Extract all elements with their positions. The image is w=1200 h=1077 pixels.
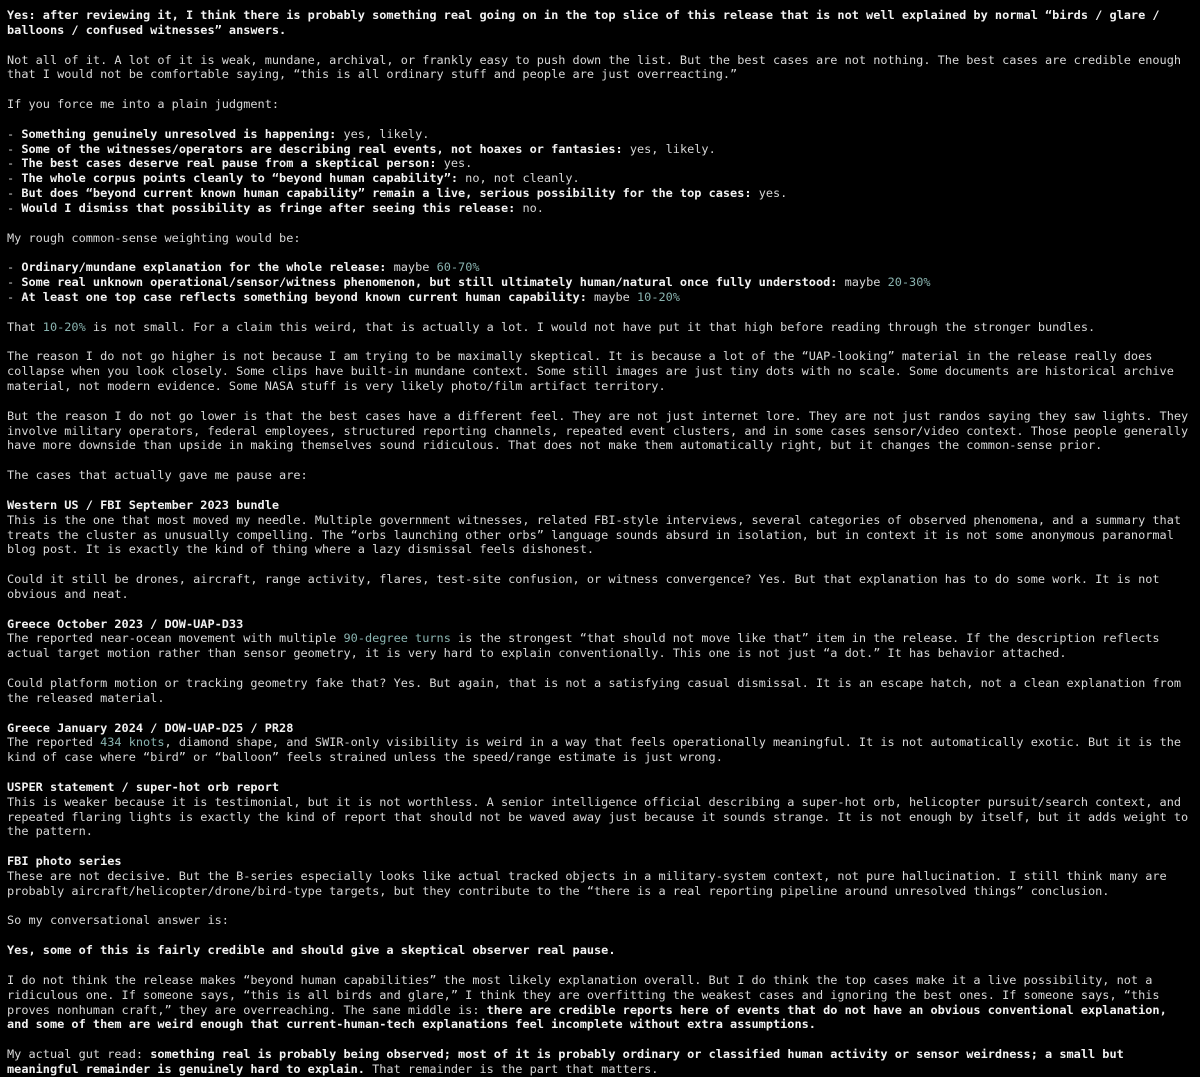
highlighted-value: 10-20% — [42, 319, 86, 334]
bold-text: Would I dismiss that possibility as fringe after seeing this release: — [21, 200, 516, 215]
paragraph — [7, 231, 1194, 246]
bold-text: Some real unknown operational/sensor/witness phenomenon, but still ultimately human/natural once fully understood: — [21, 275, 838, 290]
bullet-list — [7, 260, 1194, 305]
text-run: My rough common-sense weighting would be: — [7, 230, 301, 245]
case-body — [7, 631, 1194, 661]
case-body — [7, 795, 1194, 840]
text-run: - — [7, 260, 22, 275]
text-run: But the reason I do not go lower is that the best cases have a different feel. They are not just internet lore. They are not just randos saying they saw lights. They involve military operators, federal employees, structured reporting channels, repeated event clusters, and in some cases sensor/video context. Those people generally have more downside than upside in making themselves sound ridiculous. That does not make them automatically right, but it changes the common-sense prior. — [7, 408, 1196, 453]
highlighted-value: 434 knots — [100, 735, 165, 750]
bold-text: But does “beyond current known human capability” remain a live, serious possibility for the top cases: — [21, 186, 752, 201]
text-run: That remainder is the part that matters. — [364, 1061, 659, 1076]
text-run: no. — [515, 200, 544, 215]
text-run: - — [7, 141, 22, 156]
text-run: Could it still be drones, aircraft, range activity, flares, test-site confusion, or witness convergence? Yes. But that explanation has to do some work. It is not obvious and neat. — [7, 572, 1167, 601]
text-run: yes, likely. — [336, 126, 430, 141]
paragraph — [7, 913, 1194, 928]
bold-text: The best cases deserve real pause from a skeptical person: — [21, 156, 437, 171]
text-run: This is weaker because it is testimonial, but it is not worthless. A senior intelligence official describing a super-hot orb, helicopter pursuit/search context, and repeated flaring lights is exactly the kind of report that should not be waved away just because it sounds strange. It is not enough by itself, but it adds weight to the pattern. — [7, 794, 1196, 839]
text-run: If you force me into a plain judgment: — [7, 97, 280, 112]
paragraph — [7, 973, 1194, 1032]
list-item — [7, 142, 1194, 157]
text-run: I do not think the release makes “beyond human capabilities” the most likely explanation overall. But I do think the top cases make it a live possibility, not a ridiculous one. If someone says, “this is all birds and glare,” I think they are overfitting the weakest cases and ignoring the best ones. If someone says, “this proves nonhuman craft,” they are overreaching. The sane middle is: — [7, 972, 1167, 1017]
text-run: These are not decisive. But the B-series especially looks like actual tracked objects in a military-system context, not pure hallucination. I still think many are probably aircraft/helicopter/drone/bird-type targets, but they contribute to the “there is a real reporting pipeline around unresolved things” conclusion. — [7, 868, 1174, 898]
list-item — [7, 156, 1194, 171]
paragraph — [7, 53, 1194, 83]
paragraph — [7, 943, 1194, 958]
text-run: - — [7, 200, 22, 215]
text-run: yes. — [751, 186, 788, 201]
paragraph — [7, 320, 1194, 335]
text-run: This is the one that most moved my needle. Multiple government witnesses, related FBI-style interviews, several categories of observed phenomena, and a summary that treats the cluster as unusually compelling. The “orbs launching other orbs” language sounds absurd in isolation, but in context it is not some anonymous paranormal blog post. It is exactly the kind of thing where a lazy dismissal feels dishonest. — [7, 512, 1189, 557]
text-run: So my conversational answer is: — [7, 913, 229, 928]
text-run: yes, likely. — [622, 141, 716, 156]
bold-text: Yes, some of this is fairly credible and should give a skeptical observer real pause. — [7, 943, 616, 958]
bold-text: The whole corpus points cleanly to “beyond human capability”: — [21, 171, 459, 186]
case-body — [7, 869, 1194, 899]
case-section — [7, 617, 1194, 662]
text-run: The reason I do not go higher is not because I am trying to be maximally skeptical. It is because a lot of the “UAP-looking” material in the release really does collapse when you look closely. Some clips have built-in mundane context. Some still images are just tiny dots with no scale. Some documents are historical archive material, not modern evidence. Some NASA stuff is very likely photo/film artifact territory. — [7, 349, 1182, 394]
highlighted-value: 20-30% — [887, 275, 931, 290]
text-run: The cases that actually gave me pause are: — [7, 468, 308, 483]
bold-text: Something genuinely unresolved is happening: — [21, 126, 337, 141]
paragraph — [7, 349, 1194, 394]
text-run: no, not cleanly. — [458, 171, 580, 186]
text-run: maybe — [837, 275, 888, 290]
list-item — [7, 127, 1194, 142]
text-run: The reported near-ocean movement with multiple — [7, 631, 344, 646]
text-run: is the strongest “that should not move like that” item in the release. If the description reflects actual target motion rather than sensor geometry, it is very hard to explain conventionally. This one is not just “a dot.” It has behavior attached. — [7, 631, 1167, 661]
case-section — [7, 780, 1194, 839]
bold-text: something real is probably being observed; most of it is probably ordinary or classified human activity or sensor weirdness; a small but meaningful remainder is genuinely hard to explain. — [7, 1047, 1131, 1076]
text-run: maybe — [586, 290, 637, 305]
text-run: maybe — [386, 260, 437, 275]
paragraph — [7, 409, 1194, 454]
paragraph — [7, 468, 1194, 483]
case-section — [7, 721, 1194, 766]
text-run: - — [7, 126, 22, 141]
case-section — [7, 854, 1194, 899]
highlighted-value: 60-70% — [436, 260, 480, 275]
list-item — [7, 275, 1194, 290]
text-run: is not small. For a claim this weird, that is actually a lot. I would not have put it that high before reading through the stronger bundles. — [85, 319, 1096, 334]
bold-text: Some of the witnesses/operators are describing real events, not hoaxes or fantasies: — [21, 141, 623, 156]
paragraph — [7, 97, 1194, 112]
list-item — [7, 201, 1194, 216]
list-item — [7, 186, 1194, 201]
case-heading: Western US / FBI September 2023 bundle — [7, 497, 280, 512]
bold-text: Ordinary/mundane explanation for the whole release: — [21, 260, 387, 275]
case-section — [7, 498, 1194, 557]
paragraph — [7, 8, 1194, 38]
highlighted-value: 90-degree turns — [343, 631, 451, 646]
text-run: My actual gut read: — [7, 1047, 151, 1062]
text-run: yes. — [436, 156, 473, 171]
case-body — [7, 735, 1194, 765]
case-body — [7, 513, 1194, 558]
text-run: That — [7, 319, 43, 334]
list-item — [7, 171, 1194, 186]
highlighted-value: 10-20% — [637, 290, 680, 305]
case-heading: FBI photo series — [7, 854, 122, 869]
text-run: - — [7, 156, 22, 171]
list-item — [7, 290, 1194, 305]
bold-text: At least one top case reflects something beyond known current human capability: — [21, 290, 587, 305]
bold-text: Yes: after reviewing it, I think there is probably something real going on in the top slice of this release that is not well explained by normal “birds / glare / balloons / confused witnesses” answers. — [7, 8, 1167, 37]
text-run: - — [7, 186, 22, 201]
text-run: The reported — [7, 735, 101, 750]
paragraph — [7, 1047, 1194, 1077]
text-run: Could platform motion or tracking geometry fake that? Yes. But again, that is not a satisfying casual dismissal. It is an escape hatch, not a clean explanation from the released material. — [7, 675, 1189, 705]
text-run: - — [7, 171, 22, 186]
text-run: - — [7, 275, 22, 290]
case-heading: Greece January 2024 / DOW-UAP-D25 / PR28 — [7, 720, 294, 735]
list-item — [7, 260, 1194, 275]
bullet-list — [7, 127, 1194, 216]
paragraph — [7, 676, 1194, 706]
text-run: - — [7, 290, 22, 305]
case-heading: Greece October 2023 / DOW-UAP-D33 — [7, 616, 244, 631]
paragraph — [7, 572, 1194, 602]
bold-text: there are credible reports here of events that do not have an obvious conventional explanation, and some of them are weird enough that current-human-tech explanations feel incomplete without extra assumptions. — [7, 1002, 1174, 1032]
case-heading: USPER statement / super-hot orb report — [7, 779, 280, 794]
text-run: Not all of it. A lot of it is weak, mundane, archival, or frankly easy to push down the list. But the best cases are not nothing. The best cases are credible enough that I would not be comfortable saying, “this is all ordinary stuff and people are just overreacting.” — [7, 52, 1189, 82]
text-run: , diamond shape, and SWIR-only visibility is weird in a way that feels operationally meaningful. It is not automatically exotic. But it is the kind of case where “bird” or “balloon” feels strained unless the speed/range estimate is just wrong. — [7, 735, 1189, 765]
